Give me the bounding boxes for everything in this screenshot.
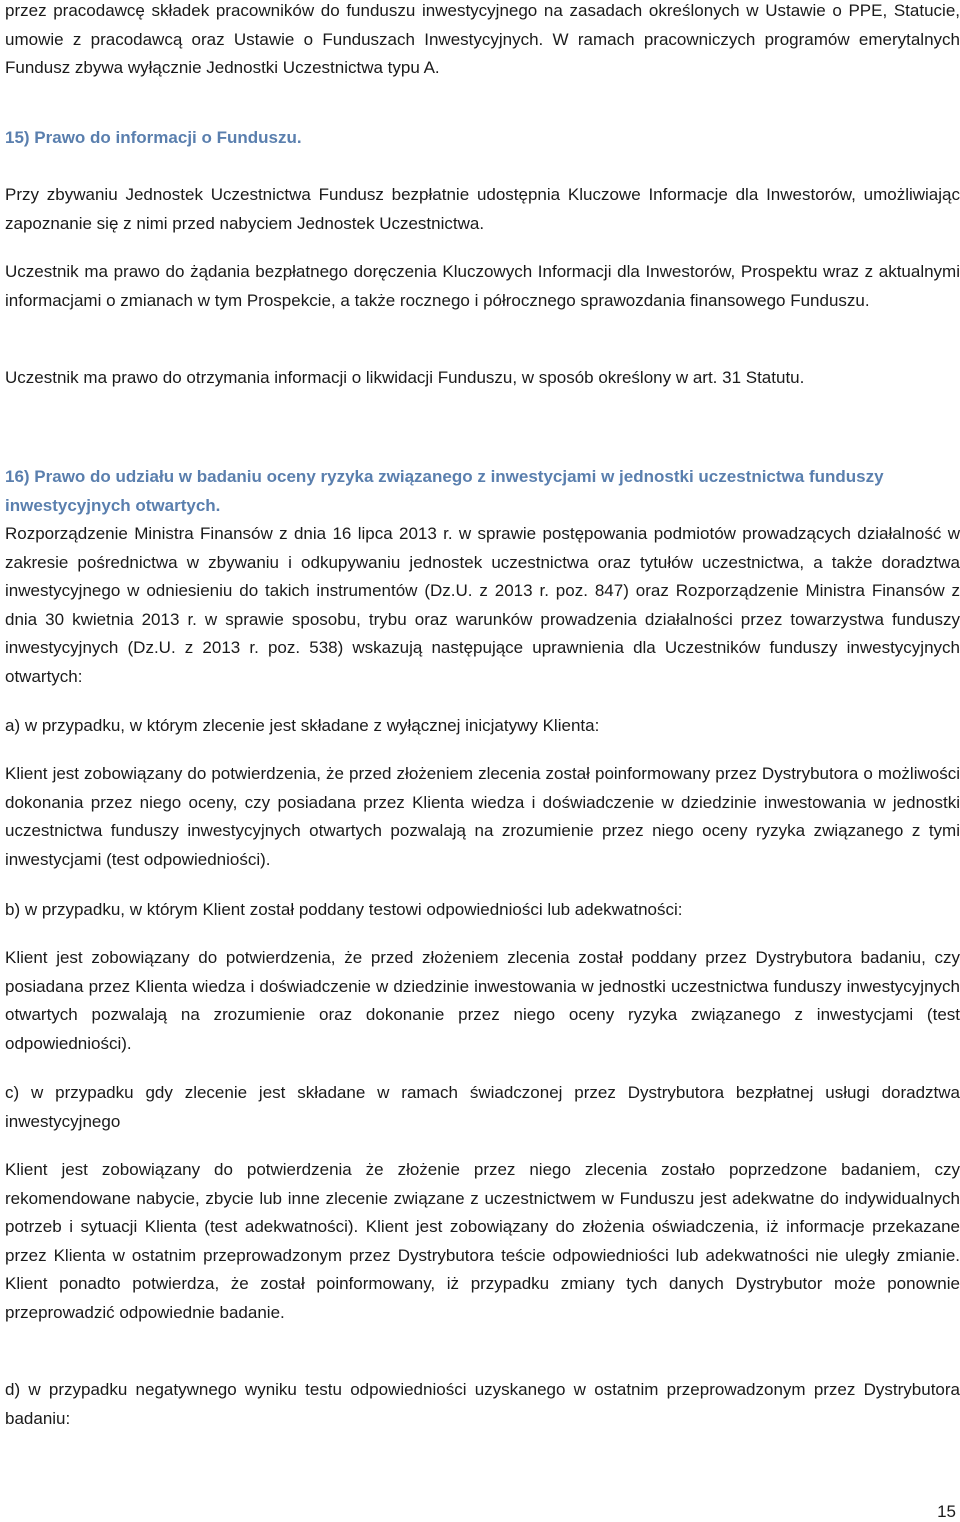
- section-16-paragraph: Klient jest zobowiązany do potwierdzenia, że przed złożeniem zlecenia został poinformowany przez Dystrybutora o możliwości dokonania przez niego oceny, czy posiadana przez Klienta wiedza i doświadczenie w dziedzinie inwestowania w jednostki uczestnictwa funduszy inwestycyjnych otwartych pozwalają na zrozumienie przez niego oceny ryzyka związanego z tymi inwestycjami (test odpowiedniości).: [5, 764, 960, 869]
- section-16-paragraph: c) w przypadku gdy zlecenie jest składane w ramach świadczonej przez Dystrybutora bezpłatnej usługi doradztwa inwestycyjnego: [5, 1083, 960, 1131]
- section-15-paragraph: Uczestnik ma prawo do żądania bezpłatnego doręczenia Kluczowych Informacji dla Inwestorów, Prospektu wraz z aktualnymi informacjami o zmianach w tym Prospekcie, a także rocznego i półrocznego sprawozdania finansowego Funduszu.: [5, 262, 960, 310]
- section-15-paragraph: Uczestnik ma prawo do otrzymania informacji o likwidacji Funduszu, w sposób określony w art. 31 Statutu.: [5, 368, 805, 387]
- section-16-paragraph: a) w przypadku, w którym zlecenie jest składane z wyłącznej inicjatywy Klienta:: [5, 716, 600, 735]
- section-16-paragraph: Rozporządzenie Ministra Finansów z dnia 16 lipca 2013 r. w sprawie postępowania podmiotów prowadzących działalność w zakresie pośrednictwa w zbywaniu i odkupywaniu jednostek uczestnictwa oraz tytułów uczestnictwa, a także doradztwa inwestycyjnego w odniesieniu do takich instrumentów (Dz.U. z 2013 r. poz. 847) oraz Rozporządzenie Ministra Finansów z dnia 30 kwietnia 2013 r. w sprawie sposobu, trybu oraz warunków prowadzenia działalności przez towarzystwa funduszy inwestycyjnych (Dz.U. z 2013 r. poz. 538) wskazują następujące uprawnienia dla Uczestników funduszy inwestycyjnych otwartych:: [5, 524, 960, 686]
- section-16-paragraph: d) w przypadku negatywnego wyniku testu odpowiedniości uzyskanego w ostatnim przeprowadzonym przez Dystrybutora badaniu:: [5, 1380, 960, 1428]
- section-15-heading: 15) Prawo do informacji o Funduszu.: [5, 128, 302, 147]
- section-15-paragraph: Przy zbywaniu Jednostek Uczestnictwa Fundusz bezpłatnie udostępnia Kluczowe Informacje dla Inwestorów, umożliwiając zapoznanie się z nimi przed nabyciem Jednostek Uczestnictwa.: [5, 185, 960, 233]
- section-16-paragraph: Klient jest zobowiązany do potwierdzenia, że przed złożeniem zlecenia został poddany przez Dystrybutora badaniu, czy posiadana przez Klienta wiedza i doświadczenie w dziedzinie inwestowania w jednostki uczestnictwa funduszy inwestycyjnych otwartych pozwalają na zrozumienie oraz dokonanie przez niego oceny ryzyka związanego z inwestycjami (test odpowiedniości).: [5, 948, 960, 1053]
- page-number: 15: [937, 1502, 956, 1521]
- section-16-paragraph: b) w przypadku, w którym Klient został poddany testowi odpowiedniości lub adekwatności:: [5, 900, 683, 919]
- section-16-heading: 16) Prawo do udziału w badaniu oceny ryzyka związanego z inwestycjami w jednostki uczestnictwa funduszy inwestycyjnych otwartych.: [5, 467, 884, 515]
- section-16-paragraph: Klient jest zobowiązany do potwierdzenia że złożenie przez niego zlecenia zostało poprzedzone badaniem, czy rekomendowane nabycie, zbycie lub inne zlecenie związane z uczestnictwem w Funduszu jest adekwatne do indywidualnych potrzeb i sytuacji Klienta (test adekwatności). Klient jest zobowiązany do złożenia oświadczenia, iż informacje przekazane przez Klienta w ostatnim przeprowadzonym przez Dystrybutora teście odpowiedniości lub adekwatności nie uległy zmianie. Klient ponadto potwierdza, że został poinformowany, iż przypadku zmiany tych danych Dystrybutor może ponownie przeprowadzić odpowiednie badanie.: [5, 1160, 960, 1322]
- intro-paragraph: przez pracodawcę składek pracowników do funduszu inwestycyjnego na zasadach określonych w Ustawie o PPE, Statucie, umowie z pracodawcą oraz Ustawie o Funduszach Inwestycyjnych. W ramach pracowniczych programów emerytalnych Fundusz zbywa wyłącznie Jednostki Uczestnictwa typu A.: [5, 1, 960, 77]
